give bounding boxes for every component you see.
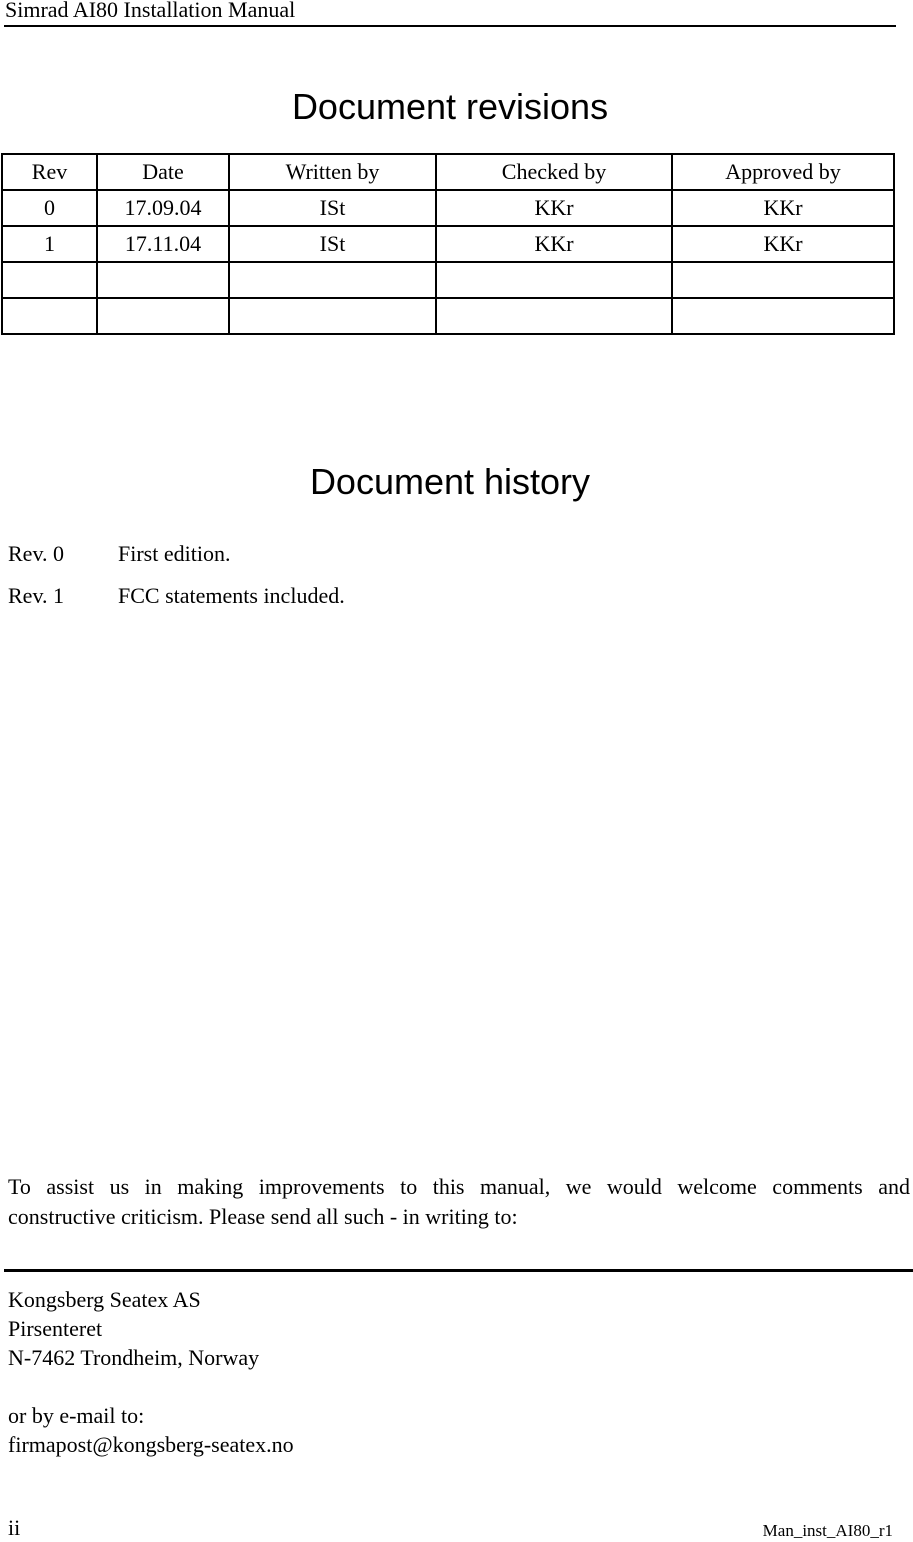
email-label: or by e-mail to: <box>8 1403 145 1428</box>
column-header-checked-by: Checked by <box>436 154 672 190</box>
cell-date <box>97 262 229 298</box>
column-header-approved-by: Approved by <box>672 154 894 190</box>
cell-written-by: ISt <box>229 226 436 262</box>
cell-approved-by: KKr <box>672 190 894 226</box>
column-header-rev: Rev <box>2 154 97 190</box>
table-row <box>2 262 894 298</box>
cell-checked-by <box>436 298 672 334</box>
page-number: ii <box>8 1515 21 1540</box>
table-header-row <box>2 154 894 190</box>
history-rev: Rev. 1 <box>8 583 65 608</box>
column-header-written-by: Written by <box>229 154 436 190</box>
cell-written-by: ISt <box>229 190 436 226</box>
address-spacer <box>8 1372 294 1401</box>
email-address: firmapost@kongsberg-seatex.no <box>8 1432 294 1457</box>
history-list <box>8 540 345 624</box>
cell-date: 17.09.04 <box>97 190 229 226</box>
history-rev: Rev. 0 <box>8 541 65 566</box>
city-address: N-7462 Trondheim, Norway <box>8 1345 260 1370</box>
document-code: Man_inst_AI80_r1 <box>762 1521 893 1540</box>
history-title: Document history <box>309 461 591 502</box>
company-name: Kongsberg Seatex AS <box>8 1287 201 1312</box>
history-entry <box>8 582 345 624</box>
contact-address <box>8 1285 294 1459</box>
history-text: First edition. <box>118 541 231 566</box>
cell-approved-by <box>672 298 894 334</box>
cell-date: 17.11.04 <box>97 226 229 262</box>
cell-approved-by <box>672 262 894 298</box>
street-address: Pirsenteret <box>8 1316 103 1341</box>
history-entry <box>8 540 345 582</box>
revisions-title: Document revisions <box>291 86 609 127</box>
feedback-line: To assist us in making improvements to this manual, we would welcome comments and <box>8 1174 910 1199</box>
cell-written-by <box>229 298 436 334</box>
cell-checked-by: KKr <box>436 226 672 262</box>
revisions-table <box>1 153 895 335</box>
cell-rev <box>2 298 97 334</box>
header-rule <box>4 25 896 27</box>
feedback-line: constructive criticism. Please send all such - in writing to: <box>8 1204 518 1229</box>
table-row <box>2 226 894 262</box>
table-row <box>2 298 894 334</box>
running-header: Simrad AI80 Installation Manual <box>5 0 296 22</box>
address-rule <box>4 1269 913 1272</box>
cell-checked-by: KKr <box>436 190 672 226</box>
cell-rev: 1 <box>2 226 97 262</box>
cell-checked-by <box>436 262 672 298</box>
history-text: FCC statements included. <box>118 583 345 608</box>
cell-date <box>97 298 229 334</box>
cell-written-by <box>229 262 436 298</box>
feedback-paragraph <box>8 1172 910 1232</box>
cell-rev: 0 <box>2 190 97 226</box>
table-row <box>2 190 894 226</box>
cell-rev <box>2 262 97 298</box>
column-header-date: Date <box>97 154 229 190</box>
cell-approved-by: KKr <box>672 226 894 262</box>
